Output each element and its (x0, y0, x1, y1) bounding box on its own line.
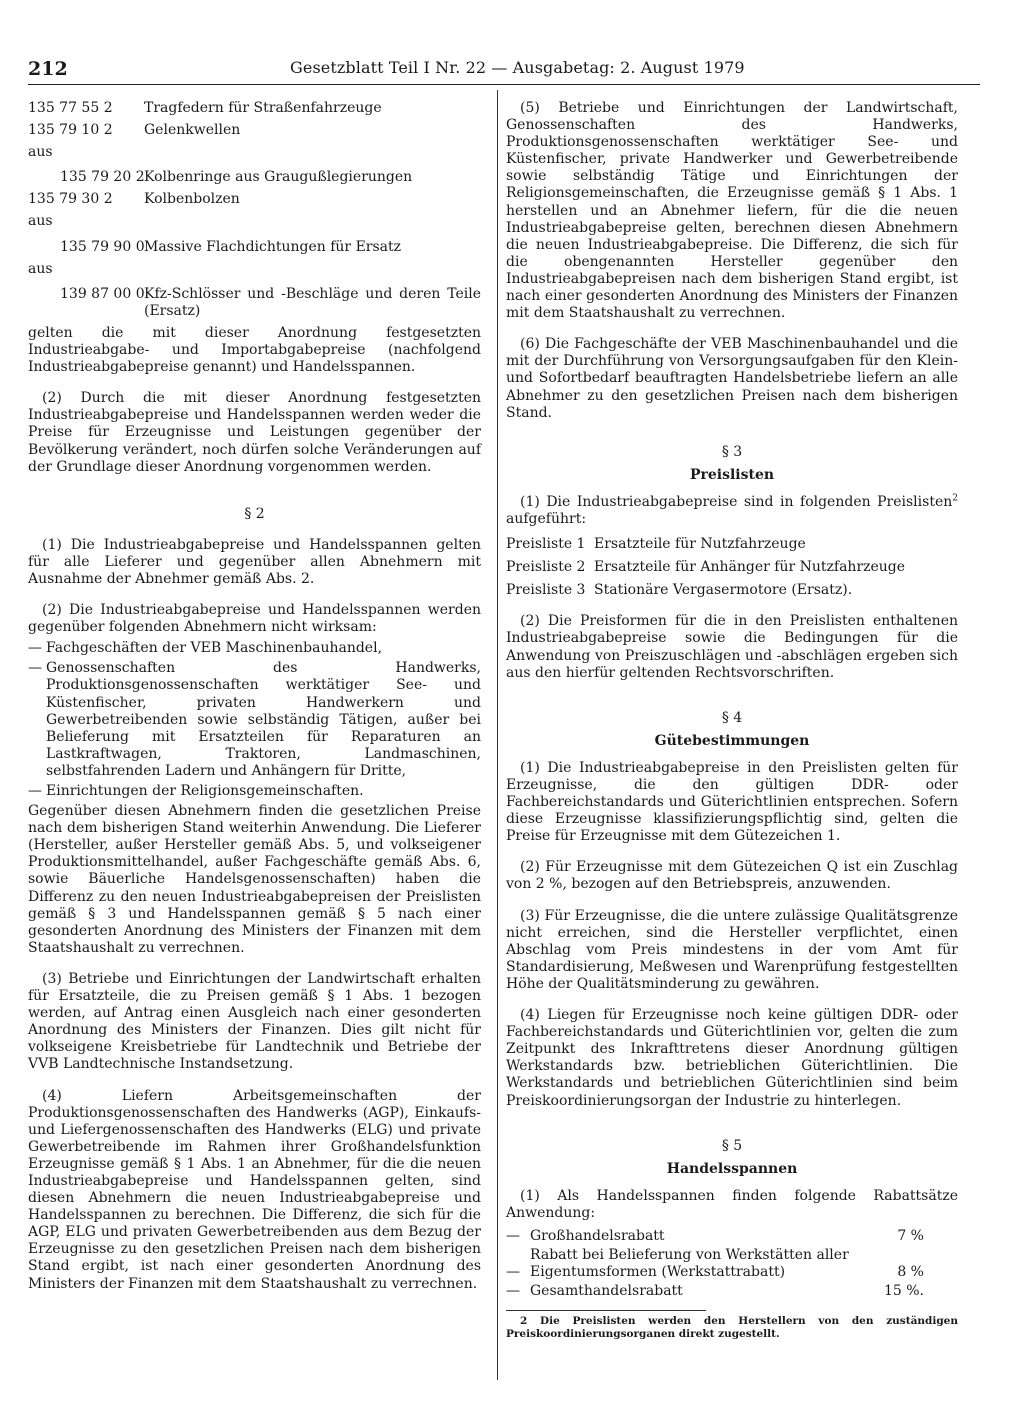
price-list-table (506, 536, 958, 599)
aus-label: aus (28, 144, 53, 161)
list-item: — Einrichtungen der Religionsgemeinschaften. (28, 783, 364, 799)
price-list-row: Preisliste 1 Ersatzteile für Nutzfahrzeuge (506, 536, 806, 553)
product-desc: Kolbenbolzen (144, 191, 240, 208)
paragraph: (4) Liegen für Erzeugnisse noch keine gültigen DDR- oder Fachbereichstandards und Güterichtlinien vor, gelten die zum Zeitpunkt des Inkrafttretens dieser Anordnung gültigen Werkstandards bzw. betrieblichen Güterichtlinien. Die Werkstandards und betrieblichen Güterichtlinien sind beim Preiskoordinierungsorgan der Industrie zu hinterlegen. (506, 1007, 958, 1109)
rebate-row: — Rabatt bei Belieferung von Werkstätten aller Eigentumsformen (Werkstattrabatt) 8 % (506, 1247, 958, 1281)
paragraph: (5) Betriebe und Einrichtungen der Landwirtschaft, Genossenschaften des Handwerks, Produktionsgenossenschaften werktätiger See- und Küstenfischer, private Handwerker und Gewerbetreibende sowie selbständig Tätige und Einrichtungen der Religionsgemeinschaften, die Erzeugnisse gemäß § 1 Abs. 1 herstellen und an Abnehmer liefern, für die die neuen Industrieabgabepreise gelten, berechnen diesen Abnehmern die neuen Industrieabgabepreise. Die Differenz, die sich für die obengenannten Hersteller gegenüber den Industrieabgabepreisen nach dem bisherigen Stand ergibt, ist nach einer gesonderten Anordnung des Ministers der Finanzen mit dem Staatshaushalt zu verrechnen. (506, 100, 958, 322)
product-desc: Massive Flachdichtungen für Ersatz (144, 238, 402, 255)
page-number: 212 (28, 58, 68, 80)
paragraph: (2) Die Industrieabgabepreise und Handelsspannen werden gegenüber folgenden Abnehmern nicht wirksam: (28, 602, 481, 636)
paragraph: (1) Die Industrieabgabepreise sind in folgenden Preislisten$^2$ aufgeführt: (506, 493, 958, 527)
product-code: 135 79 20 2 (60, 169, 145, 186)
rebate-percent: 7 % (897, 1227, 924, 1244)
product-desc: Gelenkwellen (144, 122, 241, 139)
footnote-ref: 2 (952, 493, 958, 504)
code-row (28, 100, 481, 117)
paragraph: gelten die mit dieser Anordnung festgesetzten Industrieabgabe- und Importabgabepreise (nachfolgend Industrieabgabepreise genannt) und Handelsspannen. (28, 324, 481, 376)
aus-label: aus (28, 260, 53, 277)
product-code: 139 87 00 0 (60, 285, 145, 302)
product-code: 135 79 30 2 (28, 191, 113, 208)
paragraph: (4) Liefern Arbeitsgemeinschaften der Produktionsgenossenschaften des Handwerks (AGP), Einkaufs- und Liefergenossenschaften des Handwerks (ELG) und private Gewerbetreibende im Rahmen ihrer Großhandelsfunktion Erzeugnisse gemäß § 1 Abs. 1 an Abnehmer, für die die neuen Industrieabgabepreise und Handelsspannen gelten, sind diesen Abnehmern die neuen Industrieabgabepreise und Handelsspannen zu berechnen. Die Differenz, die sich für die AGP, ELG und privaten Gewerbetreibenden aus dem Bezug der Erzeugnisse zu den gesetzlichen Preisen nach dem bisherigen Stand ergibt, ist nach einer gesonderten Anordnung des Ministers der Finanzen mit dem Staatshaushalt zu verrechnen. (28, 1087, 481, 1292)
dash-mark: — (28, 640, 42, 657)
paragraph: (1) Als Handelsspannen finden folgende Rabattsätze Anwendung: (506, 1187, 958, 1221)
rebate-row: — Großhandelsrabatt 7 % (506, 1228, 958, 1245)
product-code: 135 79 10 2 (28, 122, 113, 139)
rebate-table (506, 1228, 958, 1300)
product-desc: Tragfedern für Straßenfahrzeuge (144, 100, 382, 116)
left-column (28, 100, 481, 1293)
section-number: § 3 (721, 443, 743, 460)
paragraph: (2) Durch die mit dieser Anordnung festgesetzten Industrieabgabepreise und Handelsspannen werden weder die Preise für Erzeugnisse und Leistungen gegenüber der Bevölkerung verändert, noch dürfen solche Veränderungen auf der Grundlage dieser Anordnung vorgenommen werden. (28, 390, 481, 475)
price-list-row: Preisliste 2 Ersatzteile für Anhänger für Nutzfahrzeuge (506, 559, 906, 576)
code-row (28, 239, 481, 256)
footnote: 2 Die Preislisten werden den Herstellern von den zuständigen Preiskoordinierungsorganen direkt zugestellt. (506, 1315, 958, 1341)
paragraph: (1) Die Industrieabgabepreise und Handelsspannen gelten für alle Lieferer und gegenüber allen Abnehmern mit Ausnahme der Abnehmer gemäß Abs. 2. (28, 536, 481, 587)
section-title: Handelsspannen (666, 1160, 798, 1177)
dash-mark: — (506, 1227, 520, 1244)
dash-mark: — (28, 660, 42, 677)
column-divider (497, 90, 498, 1380)
dash-mark: — (506, 1283, 520, 1300)
paragraph: (1) Die Industrieabgabepreise in den Preislisten gelten für Erzeugnisse, die den gültigen DDR- oder Fachbereichstandards und Güterichtlinien entsprechen. Sofern diese Erzeugnisse klassifizierungspflichtig sind, gelten die Preise für Erzeugnisse mit dem Gütezeichen 1. (506, 759, 958, 845)
list-item: — Fachgeschäften der VEB Maschinenbauhandel, (28, 640, 383, 657)
product-code: 135 77 55 2 (28, 100, 113, 116)
product-desc: Kolbenringe aus Graugußlegierungen (144, 169, 413, 186)
page-header (28, 56, 980, 85)
code-row (28, 169, 481, 186)
paragraph: (6) Die Fachgeschäfte der VEB Maschinenbauhandel und die mit der Durchführung von Versorgungsaufgaben für den Klein- und Sofortbedarf beauftragten Handelsbetriebe liefern an alle Abnehmer zu den gesetzlichen Preisen nach dem bisherigen Stand. (506, 336, 958, 421)
price-list-row: Preisliste 3 Stationäre Vergasermotore (Ersatz). (506, 582, 853, 599)
rebate-percent: 8 % (897, 1264, 924, 1281)
code-row (28, 191, 481, 208)
running-head: Gesetzblatt Teil I Nr. 22 — Ausgabetag: 2. August 1979 (290, 58, 745, 77)
paragraph: (2) Für Erzeugnisse mit dem Gütezeichen Q ist ein Zuschlag von 2 %, bezogen auf den Betriebspreis, anzuwenden. (506, 859, 958, 893)
section-title: Gütebestimmungen (654, 732, 810, 749)
paragraph: (3) Für Erzeugnisse, die die untere zulässige Qualitätsgrenze nicht erreichen, sind die Hersteller verpflichtet, einen Abschlag vom Preis mindestens in der vom Amt für Standardisierung, Meßwesen und Warenprüfung festgestellten Höhe der Qualitätsminderung zu gewähren. (506, 907, 958, 992)
dash-mark: — (506, 1264, 520, 1281)
paragraph: Gegenüber diesen Abnehmern finden die gesetzlichen Preise nach dem bisherigen Stand weiterhin Anwendung. Die Lieferer (Hersteller, außer Hersteller gemäß Abs. 5, und volkseigener Produktionsmittelhandel, außer Fachgeschäfte gemäß Abs. 6, sowie Bäuerliche Handelsgenossenschaften) haben die Differenz zu den neuen Industrieabgabepreisen der Preislisten gemäß § 3 und Handelsspannen gemäß § 5 nach einer gesonderten Anordnung des Ministers der Finanzen mit dem Staatshaushalt zu verrechnen. (28, 803, 481, 956)
paragraph: (3) Betriebe und Einrichtungen der Landwirtschaft erhalten für Ersatzteile, die zu Preisen gemäß § 1 Abs. 1 bezogen werden, auf Antrag einen Ausgleich nach einer gesonderten Anordnung des Ministers der Finanzen. Dies gilt nicht für volkseigene Kreisbetriebe für Landtechnik und Betriebe der VVB Landtechnische Instandsetzung. (28, 970, 481, 1073)
product-desc: Kfz-Schlösser und -Beschläge und deren Teile (Ersatz) (144, 285, 481, 319)
footnote-rule (506, 1310, 706, 1311)
paragraph: (2) Die Preisformen für die in den Preislisten enthaltenen Industrieabgabepreise sowie die Bedingungen für die Anwendung von Preiszuschlägen und -abschlägen ergeben sich aus den hierfür geltenden Rechtsvorschriften. (506, 613, 958, 681)
right-column (506, 100, 958, 1341)
section-number: § 5 (721, 1137, 743, 1154)
product-code: 135 79 90 0 (60, 238, 145, 255)
code-row (28, 286, 481, 320)
dash-mark: — (28, 783, 42, 799)
section-number: § 4 (721, 709, 743, 726)
rebate-percent: 15 %. (883, 1283, 924, 1300)
aus-label: aus (28, 213, 53, 230)
code-row (28, 122, 481, 139)
section-number: § 2 (244, 505, 265, 522)
list-item: — Genossenschaften des Handwerks, Produktionsgenossenschaften werktätiger See- und Küstenfischer, privaten Handwerkern und Gewerbetreibenden sowie selbständig Tätigen, außer bei Belieferung mit Ersatzteilen für Reparaturen an Lastkraftwagen, Traktoren, Landmaschinen, selbstfahrenden Ladern und Anhängern für Dritte, (28, 660, 481, 779)
section-title: Preislisten (689, 466, 775, 483)
rebate-row: — Gesamthandelsrabatt 15 %. (506, 1283, 958, 1300)
